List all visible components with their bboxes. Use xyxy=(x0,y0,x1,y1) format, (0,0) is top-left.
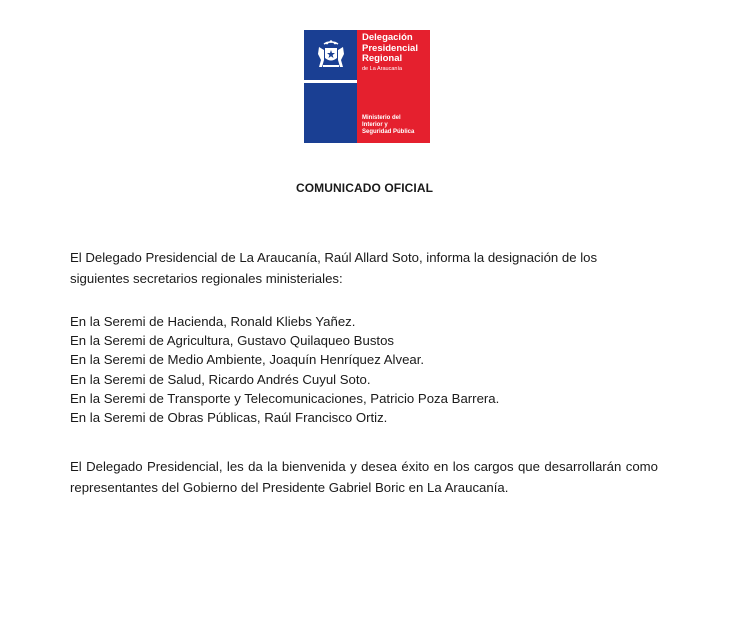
list-item: En la Seremi de Medio Ambiente, Joaquín Henríquez Alvear. xyxy=(70,352,425,368)
logo-red-panel xyxy=(357,30,430,143)
list-item: En la Seremi de Agricultura, Gustavo Quilaqueo Bustos xyxy=(70,333,395,349)
list-item: En la Seremi de Salud, Ricardo Andrés Cuyul Soto. xyxy=(70,371,371,387)
logo-subtitle: de La Araucanía xyxy=(362,66,403,72)
closing-paragraph: El Delegado Presidencial, les da la bienvenida y desea éxito en los cargos que desarrollarán como representantes del Gobierno del Presidente Gabriel Boric en La Araucanía. xyxy=(70,459,658,495)
list-item: En la Seremi de Transporte y Telecomunicaciones, Patricio Poza Barrera. xyxy=(70,390,500,406)
list-item: En la Seremi de Obras Públicas, Raúl Francisco Ortiz. xyxy=(70,410,388,426)
intro-paragraph: El Delegado Presidencial de La Araucanía, Raúl Allard Soto, informa la designación de los siguientes secretarios regionales ministeriales: xyxy=(70,250,598,286)
appointments-list xyxy=(70,312,658,427)
logo-blue-panel xyxy=(304,30,357,143)
list-item: En la Seremi de Hacienda, Ronald Kliebs Yañez. xyxy=(70,314,356,329)
logo-title: Delegación Presidencial Regional xyxy=(362,32,418,64)
document-title: COMUNICADO OFICIAL xyxy=(295,181,434,195)
institution-logo xyxy=(304,30,430,143)
logo-ministry: Ministerio del Interior y Seguridad Pública xyxy=(362,115,415,135)
coat-of-arms-icon xyxy=(311,38,351,72)
